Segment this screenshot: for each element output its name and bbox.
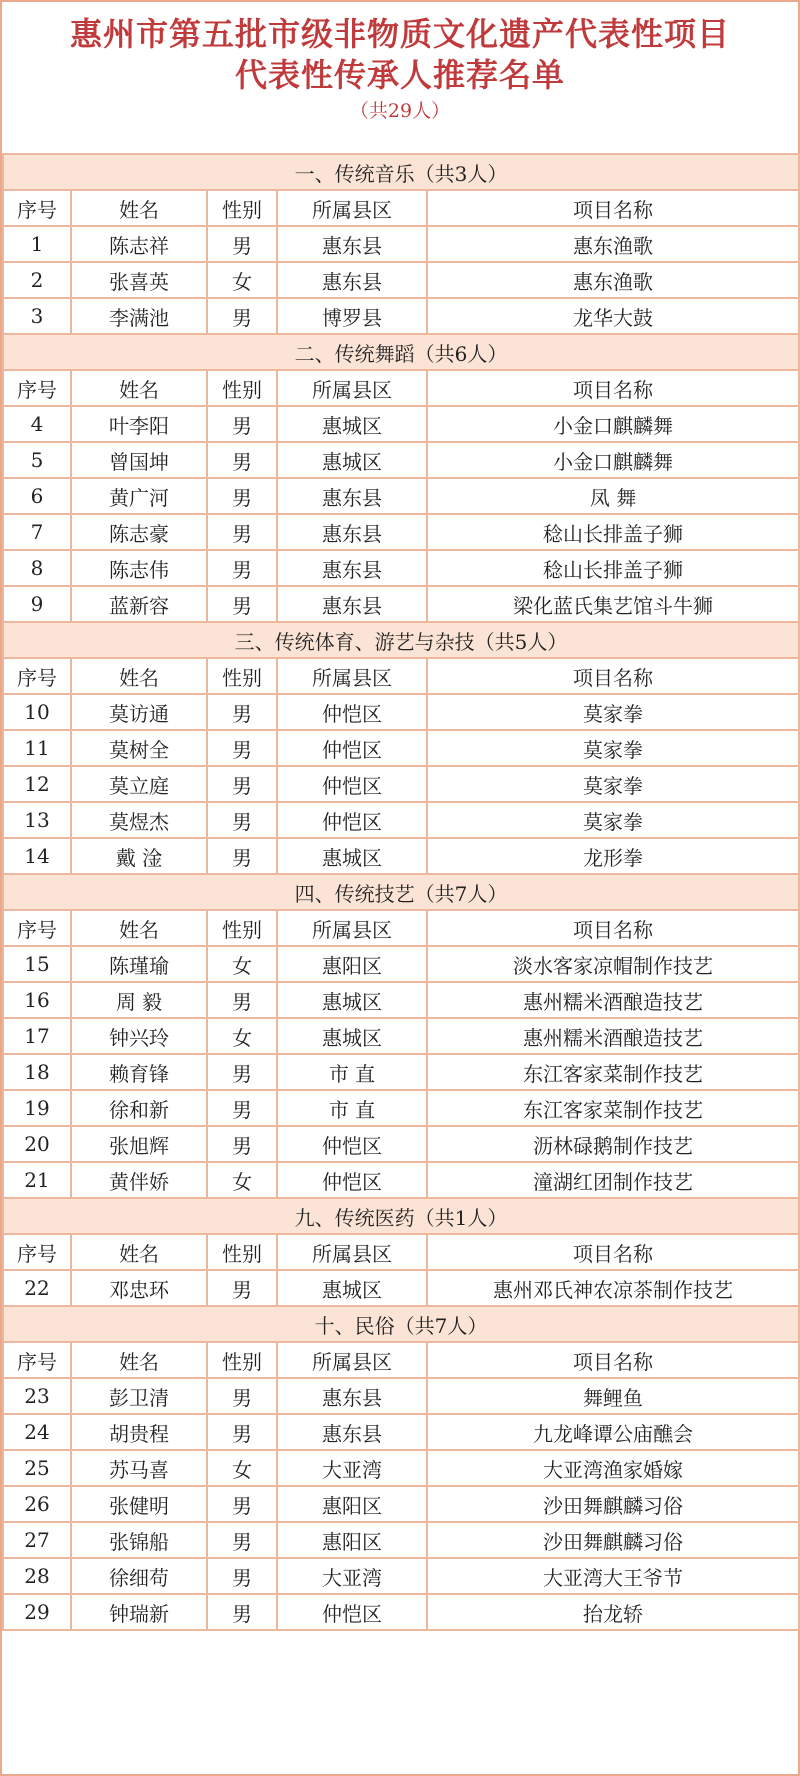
index-cell: 19	[3, 1090, 71, 1126]
column-header: 所属县区	[277, 1234, 427, 1270]
county-cell: 惠城区	[277, 1270, 427, 1306]
gender-cell: 男	[207, 982, 277, 1018]
table-row	[3, 946, 799, 982]
name-cell: 赖育锋	[71, 1054, 207, 1090]
index-cell: 29	[3, 1594, 71, 1630]
column-header: 性别	[207, 1342, 277, 1378]
section-header-row	[3, 1306, 799, 1342]
county-cell: 惠东县	[277, 550, 427, 586]
county-cell: 仲恺区	[277, 694, 427, 730]
gender-cell: 男	[207, 478, 277, 514]
project-cell: 舞鲤鱼	[427, 1378, 799, 1414]
county-cell: 仲恺区	[277, 1594, 427, 1630]
project-cell: 小金口麒麟舞	[427, 442, 799, 478]
index-cell: 14	[3, 838, 71, 874]
section-title: 二、传统舞蹈（共6人）	[3, 334, 799, 370]
name-cell: 邓忠环	[71, 1270, 207, 1306]
gender-cell: 男	[207, 550, 277, 586]
name-cell: 黄伴娇	[71, 1162, 207, 1198]
county-cell: 惠城区	[277, 1018, 427, 1054]
table-row	[3, 838, 799, 874]
project-cell: 惠州邓氏神农凉茶制作技艺	[427, 1270, 799, 1306]
name-cell: 曾国坤	[71, 442, 207, 478]
name-cell: 徐细苟	[71, 1558, 207, 1594]
gender-cell: 男	[207, 694, 277, 730]
name-cell: 周 毅	[71, 982, 207, 1018]
index-cell: 2	[3, 262, 71, 298]
table-row	[3, 1486, 799, 1522]
index-cell: 12	[3, 766, 71, 802]
county-cell: 仲恺区	[277, 802, 427, 838]
table-row	[3, 1090, 799, 1126]
column-header: 姓名	[71, 1342, 207, 1378]
county-cell: 惠阳区	[277, 1522, 427, 1558]
column-header: 项目名称	[427, 910, 799, 946]
name-cell: 徐和新	[71, 1090, 207, 1126]
column-header: 姓名	[71, 1234, 207, 1270]
project-cell: 淡水客家凉帽制作技艺	[427, 946, 799, 982]
gender-cell: 女	[207, 1450, 277, 1486]
gender-cell: 男	[207, 1558, 277, 1594]
name-cell: 黄广河	[71, 478, 207, 514]
gender-cell: 男	[207, 766, 277, 802]
index-cell: 15	[3, 946, 71, 982]
title-line-1: 惠州市第五批市级非物质文化遗产代表性项目	[69, 15, 730, 53]
name-cell: 戴 淦	[71, 838, 207, 874]
index-cell: 23	[3, 1378, 71, 1414]
name-cell: 张旭辉	[71, 1126, 207, 1162]
project-cell: 大亚湾渔家婚嫁	[427, 1450, 799, 1486]
project-cell: 九龙峰谭公庙醮会	[427, 1414, 799, 1450]
gender-cell: 男	[207, 1594, 277, 1630]
gender-cell: 男	[207, 586, 277, 622]
name-cell: 莫访通	[71, 694, 207, 730]
section-header-row	[3, 334, 799, 370]
county-cell: 惠东县	[277, 586, 427, 622]
table-row	[3, 1450, 799, 1486]
project-cell: 大亚湾大王爷节	[427, 1558, 799, 1594]
index-cell: 13	[3, 802, 71, 838]
project-cell: 莫家拳	[427, 730, 799, 766]
table-row	[3, 1270, 799, 1306]
table-row	[3, 262, 799, 298]
index-cell: 27	[3, 1522, 71, 1558]
county-cell: 惠东县	[277, 262, 427, 298]
project-cell: 惠东渔歌	[427, 226, 799, 262]
index-cell: 8	[3, 550, 71, 586]
index-cell: 11	[3, 730, 71, 766]
total-count: （共29人）	[349, 100, 451, 122]
project-cell: 惠州糯米酒酿造技艺	[427, 1018, 799, 1054]
table-row	[3, 442, 799, 478]
county-cell: 市 直	[277, 1054, 427, 1090]
column-header: 所属县区	[277, 370, 427, 406]
project-cell: 莫家拳	[427, 802, 799, 838]
county-cell: 惠东县	[277, 514, 427, 550]
column-header-row	[3, 910, 799, 946]
project-cell: 潼湖红团制作技艺	[427, 1162, 799, 1198]
name-cell: 钟瑞新	[71, 1594, 207, 1630]
name-cell: 李满池	[71, 298, 207, 334]
index-cell: 6	[3, 478, 71, 514]
gender-cell: 男	[207, 406, 277, 442]
section-title: 一、传统音乐（共3人）	[3, 154, 799, 190]
name-cell: 钟兴玲	[71, 1018, 207, 1054]
project-cell: 龙华大鼓	[427, 298, 799, 334]
county-cell: 仲恺区	[277, 1126, 427, 1162]
project-cell: 莫家拳	[427, 694, 799, 730]
gender-cell: 女	[207, 1018, 277, 1054]
project-cell: 惠东渔歌	[427, 262, 799, 298]
gender-cell: 男	[207, 298, 277, 334]
project-cell: 东江客家菜制作技艺	[427, 1090, 799, 1126]
roster-table	[2, 153, 800, 1631]
column-header: 所属县区	[277, 658, 427, 694]
column-header-row	[3, 190, 799, 226]
table-row	[3, 1522, 799, 1558]
table-row	[3, 1054, 799, 1090]
roster-body	[3, 154, 799, 1630]
table-row	[3, 550, 799, 586]
column-header: 所属县区	[277, 190, 427, 226]
project-cell: 沙田舞麒麟习俗	[427, 1486, 799, 1522]
county-cell: 仲恺区	[277, 1162, 427, 1198]
section-header-row	[3, 154, 799, 190]
column-header: 姓名	[71, 370, 207, 406]
name-cell: 莫立庭	[71, 766, 207, 802]
column-header-row	[3, 658, 799, 694]
table-row	[3, 1558, 799, 1594]
index-cell: 18	[3, 1054, 71, 1090]
table-row	[3, 406, 799, 442]
gender-cell: 男	[207, 1414, 277, 1450]
column-header: 序号	[3, 1234, 71, 1270]
column-header: 序号	[3, 910, 71, 946]
county-cell: 大亚湾	[277, 1450, 427, 1486]
column-header: 所属县区	[277, 910, 427, 946]
column-header-row	[3, 1234, 799, 1270]
county-cell: 惠东县	[277, 226, 427, 262]
name-cell: 张锦船	[71, 1522, 207, 1558]
column-header: 姓名	[71, 658, 207, 694]
index-cell: 28	[3, 1558, 71, 1594]
name-cell: 彭卫清	[71, 1378, 207, 1414]
county-cell: 大亚湾	[277, 1558, 427, 1594]
gender-cell: 男	[207, 514, 277, 550]
gender-cell: 女	[207, 262, 277, 298]
column-header: 性别	[207, 1234, 277, 1270]
index-cell: 5	[3, 442, 71, 478]
index-cell: 24	[3, 1414, 71, 1450]
name-cell: 陈瑾瑜	[71, 946, 207, 982]
name-cell: 张健明	[71, 1486, 207, 1522]
county-cell: 惠城区	[277, 838, 427, 874]
section-header-row	[3, 874, 799, 910]
project-cell: 稔山长排盖子狮	[427, 514, 799, 550]
section-header-row	[3, 1198, 799, 1234]
column-header: 项目名称	[427, 190, 799, 226]
county-cell: 市 直	[277, 1090, 427, 1126]
county-cell: 惠东县	[277, 478, 427, 514]
name-cell: 莫煜杰	[71, 802, 207, 838]
table-row	[3, 478, 799, 514]
gender-cell: 男	[207, 1522, 277, 1558]
table-row	[3, 802, 799, 838]
index-cell: 9	[3, 586, 71, 622]
table-row	[3, 1378, 799, 1414]
index-cell: 17	[3, 1018, 71, 1054]
document-header	[2, 2, 798, 153]
gender-cell: 男	[207, 1126, 277, 1162]
county-cell: 仲恺区	[277, 730, 427, 766]
project-cell: 稔山长排盖子狮	[427, 550, 799, 586]
table-row	[3, 1126, 799, 1162]
table-row	[3, 766, 799, 802]
name-cell: 陈志豪	[71, 514, 207, 550]
column-header: 项目名称	[427, 370, 799, 406]
index-cell: 20	[3, 1126, 71, 1162]
county-cell: 惠东县	[277, 1414, 427, 1450]
column-header: 所属县区	[277, 1342, 427, 1378]
county-cell: 仲恺区	[277, 766, 427, 802]
column-header: 性别	[207, 190, 277, 226]
index-cell: 4	[3, 406, 71, 442]
column-header: 项目名称	[427, 1234, 799, 1270]
column-header: 项目名称	[427, 1342, 799, 1378]
county-cell: 博罗县	[277, 298, 427, 334]
index-cell: 3	[3, 298, 71, 334]
column-header: 序号	[3, 1342, 71, 1378]
table-row	[3, 694, 799, 730]
project-cell: 沥林碌鹅制作技艺	[427, 1126, 799, 1162]
column-header: 姓名	[71, 190, 207, 226]
table-row	[3, 1018, 799, 1054]
project-cell: 莫家拳	[427, 766, 799, 802]
index-cell: 22	[3, 1270, 71, 1306]
table-row	[3, 1162, 799, 1198]
column-header-row	[3, 1342, 799, 1378]
section-title: 十、民俗（共7人）	[3, 1306, 799, 1342]
project-cell: 凤 舞	[427, 478, 799, 514]
name-cell: 陈志祥	[71, 226, 207, 262]
table-row	[3, 226, 799, 262]
county-cell: 惠城区	[277, 982, 427, 1018]
column-header: 姓名	[71, 910, 207, 946]
gender-cell: 女	[207, 1162, 277, 1198]
column-header: 项目名称	[427, 658, 799, 694]
gender-cell: 女	[207, 946, 277, 982]
gender-cell: 男	[207, 838, 277, 874]
gender-cell: 男	[207, 1270, 277, 1306]
project-cell: 沙田舞麒麟习俗	[427, 1522, 799, 1558]
section-title: 九、传统医药（共1人）	[3, 1198, 799, 1234]
column-header: 序号	[3, 190, 71, 226]
column-header: 序号	[3, 370, 71, 406]
name-cell: 蓝新容	[71, 586, 207, 622]
index-cell: 25	[3, 1450, 71, 1486]
name-cell: 陈志伟	[71, 550, 207, 586]
table-row	[3, 586, 799, 622]
gender-cell: 男	[207, 802, 277, 838]
county-cell: 惠阳区	[277, 1486, 427, 1522]
gender-cell: 男	[207, 1054, 277, 1090]
project-cell: 梁化蓝氏集艺馆斗牛狮	[427, 586, 799, 622]
table-row	[3, 1594, 799, 1630]
project-cell: 东江客家菜制作技艺	[427, 1054, 799, 1090]
gender-cell: 男	[207, 226, 277, 262]
county-cell: 惠东县	[277, 1378, 427, 1414]
section-header-row	[3, 622, 799, 658]
column-header: 性别	[207, 910, 277, 946]
gender-cell: 男	[207, 1378, 277, 1414]
gender-cell: 男	[207, 1090, 277, 1126]
table-row	[3, 1414, 799, 1450]
project-cell: 抬龙轿	[427, 1594, 799, 1630]
gender-cell: 男	[207, 730, 277, 766]
column-header: 序号	[3, 658, 71, 694]
gender-cell: 男	[207, 1486, 277, 1522]
project-cell: 小金口麒麟舞	[427, 406, 799, 442]
gender-cell: 男	[207, 442, 277, 478]
name-cell: 叶李阳	[71, 406, 207, 442]
county-cell: 惠阳区	[277, 946, 427, 982]
section-title: 四、传统技艺（共7人）	[3, 874, 799, 910]
table-row	[3, 982, 799, 1018]
name-cell: 苏马喜	[71, 1450, 207, 1486]
project-cell: 惠州糯米酒酿造技艺	[427, 982, 799, 1018]
column-header: 性别	[207, 658, 277, 694]
index-cell: 7	[3, 514, 71, 550]
index-cell: 1	[3, 226, 71, 262]
index-cell: 10	[3, 694, 71, 730]
index-cell: 16	[3, 982, 71, 1018]
column-header: 性别	[207, 370, 277, 406]
table-row	[3, 298, 799, 334]
name-cell: 张喜英	[71, 262, 207, 298]
table-row	[3, 730, 799, 766]
county-cell: 惠城区	[277, 406, 427, 442]
name-cell: 莫树全	[71, 730, 207, 766]
project-cell: 龙形拳	[427, 838, 799, 874]
section-title: 三、传统体育、游艺与杂技（共5人）	[3, 622, 799, 658]
title-line-2: 代表性传承人推荐名单	[234, 56, 565, 94]
index-cell: 26	[3, 1486, 71, 1522]
column-header-row	[3, 370, 799, 406]
index-cell: 21	[3, 1162, 71, 1198]
name-cell: 胡贵程	[71, 1414, 207, 1450]
table-row	[3, 514, 799, 550]
county-cell: 惠城区	[277, 442, 427, 478]
